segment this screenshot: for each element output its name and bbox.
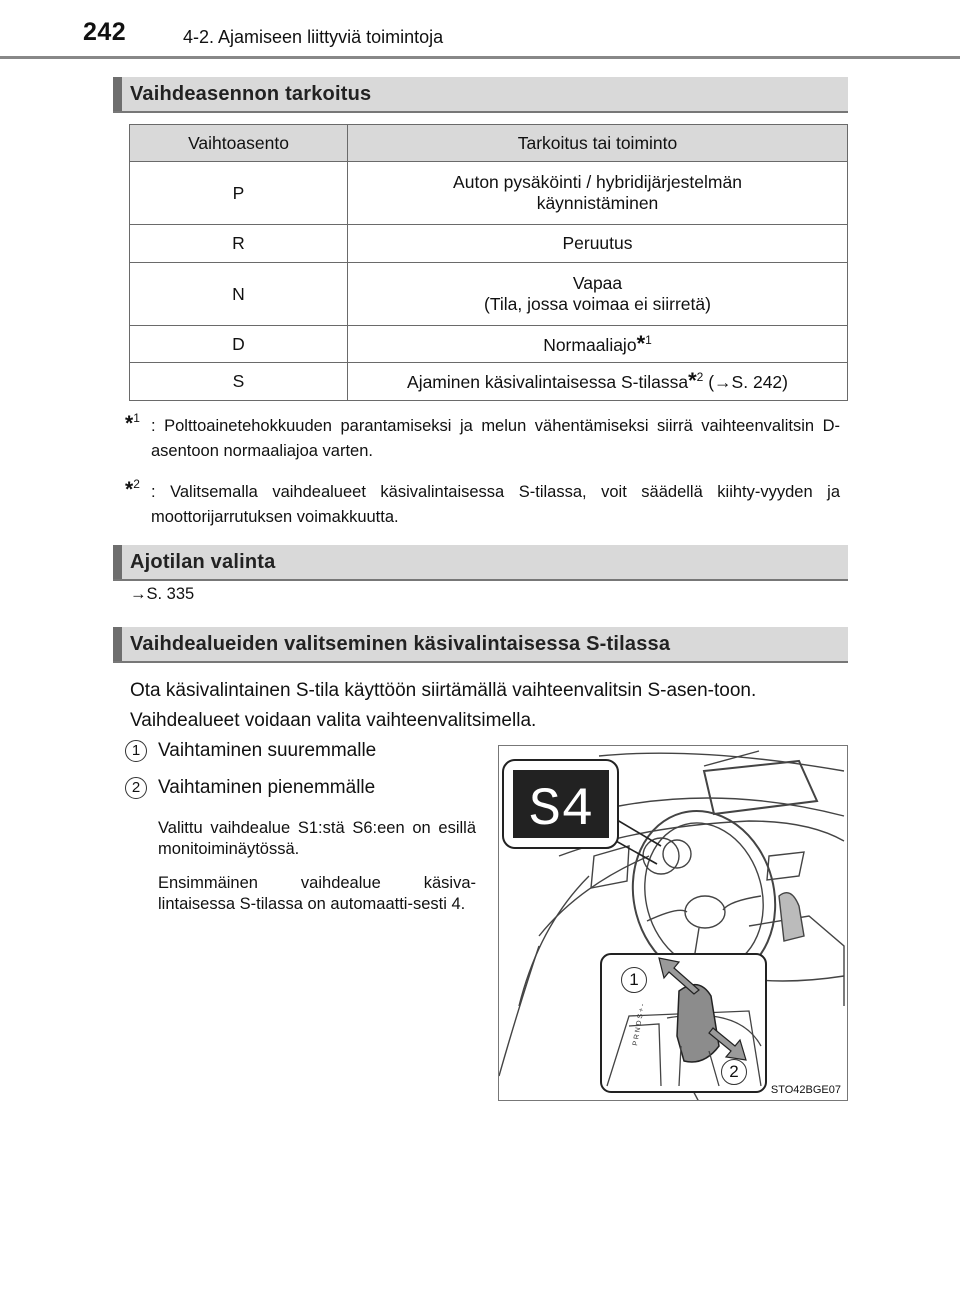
info-paragraph: Valittu vaihdealue S1:stä S6:een on esillä monitoiminäytössä. [158,819,476,858]
section-heading-text: Ajotilan valinta [130,551,276,573]
shift-position-table [129,124,848,401]
footnote-number: 2 [133,477,140,491]
footnote-asterisk: * [688,368,697,393]
function-cell [348,263,848,326]
table-header-position: Vaihtoasento [130,125,348,162]
function-line: (Tila, jossa voimaa ei siirretä) [484,294,711,314]
table-row [130,162,848,225]
footnote-number: 1 [133,411,140,425]
section-heading-drive-mode [113,545,848,581]
table-row [130,363,848,401]
function-cell [348,162,848,225]
heading-bar [113,545,122,579]
function-text: Ajaminen käsivalintaisessa S-tilassa [407,372,689,392]
figure-callout-1: 1 [621,967,647,993]
footnote-asterisk: * [125,412,134,435]
section-heading-text: Vaihdealueiden valitseminen käsivalintaisessa S-tilassa [130,633,671,655]
table-row [130,326,848,363]
footnote-number: 2 [696,370,704,384]
position-cell: S [130,363,348,401]
item-number-1: 1 [125,740,147,762]
footnote-text: : Valitsemalla vaihdealueet käsivalintaisessa S-tilassa, voit säädellä kiihty-vyyden ja moottorijarrutuksen voimakkuutta. [151,483,840,526]
function-cell [348,363,848,401]
footnote-number: 1 [645,332,652,347]
footnote-2 [125,477,840,530]
table-header-row [130,125,848,162]
heading-bar [113,77,122,111]
heading-bar [113,627,122,661]
item-text-downshift: Vaihtaminen pienemmälle [158,777,376,798]
figure-callout-2: 2 [721,1059,747,1085]
table-row [130,263,848,326]
section-heading-manual-mode [113,627,848,663]
footnote-asterisk: * [125,478,134,501]
footnote-marker [125,477,140,502]
table-row [130,225,848,263]
function-cell [348,326,848,363]
page-number: 242 [83,18,127,46]
position-cell: D [130,326,348,363]
table-header-function: Tarkoitus tai toiminto [348,125,848,162]
item-text-upshift: Vaihtaminen suuremmalle [158,740,377,761]
footnote-marker [125,411,140,436]
footnote-asterisk: * [636,330,646,356]
shift-lever-illustration [498,745,848,1101]
function-line: Vapaa [572,273,623,293]
page-reference: (→S. 242) [708,372,788,392]
function-line: Auton pysäköinti / hybridijärjestelmän [453,172,742,192]
position-cell: P [130,162,348,225]
item-number-2: 2 [125,777,147,799]
position-cell: N [130,263,348,326]
section-heading-purpose [113,77,848,113]
function-line: käynnistäminen [536,193,659,213]
figure-code: STO42BGE07 [770,1084,841,1096]
section-title: 4-2. Ajamiseen liittyviä toimintoja [183,27,444,47]
s4-display-text: S4 [528,780,594,841]
page-reference-link[interactable]: →S. 335 [130,585,195,603]
function-cell: Peruutus [348,225,848,263]
footnote-1 [125,411,840,464]
function-text: Normaaliajo [543,334,637,355]
footnote-text: : Polttoainetehokkuuden parantamiseksi ja melun vähentämiseksi siirrä vaihteenvalitsin D-asentoon normaaliajoa varten. [151,417,840,460]
header-divider [0,56,960,59]
dashboard-drawing [499,746,848,1101]
info-paragraph: Ensimmäinen vaihdealue käsiva-lintaisessa S-tilassa on automaatti-sesti 4. [158,874,476,913]
section-heading-text: Vaihdeasennon tarkoitus [130,83,372,105]
page-header [0,0,960,58]
intro-paragraph: Ota käsivalintainen S-tila käyttöön siirtämällä vaihteenvalitsin S-asen-toon. Vaihdealueet voidaan valita vaihteenvalitsimella. [130,680,757,731]
gate-letters: P R N D S + - [632,1003,647,1047]
position-cell: R [130,225,348,263]
